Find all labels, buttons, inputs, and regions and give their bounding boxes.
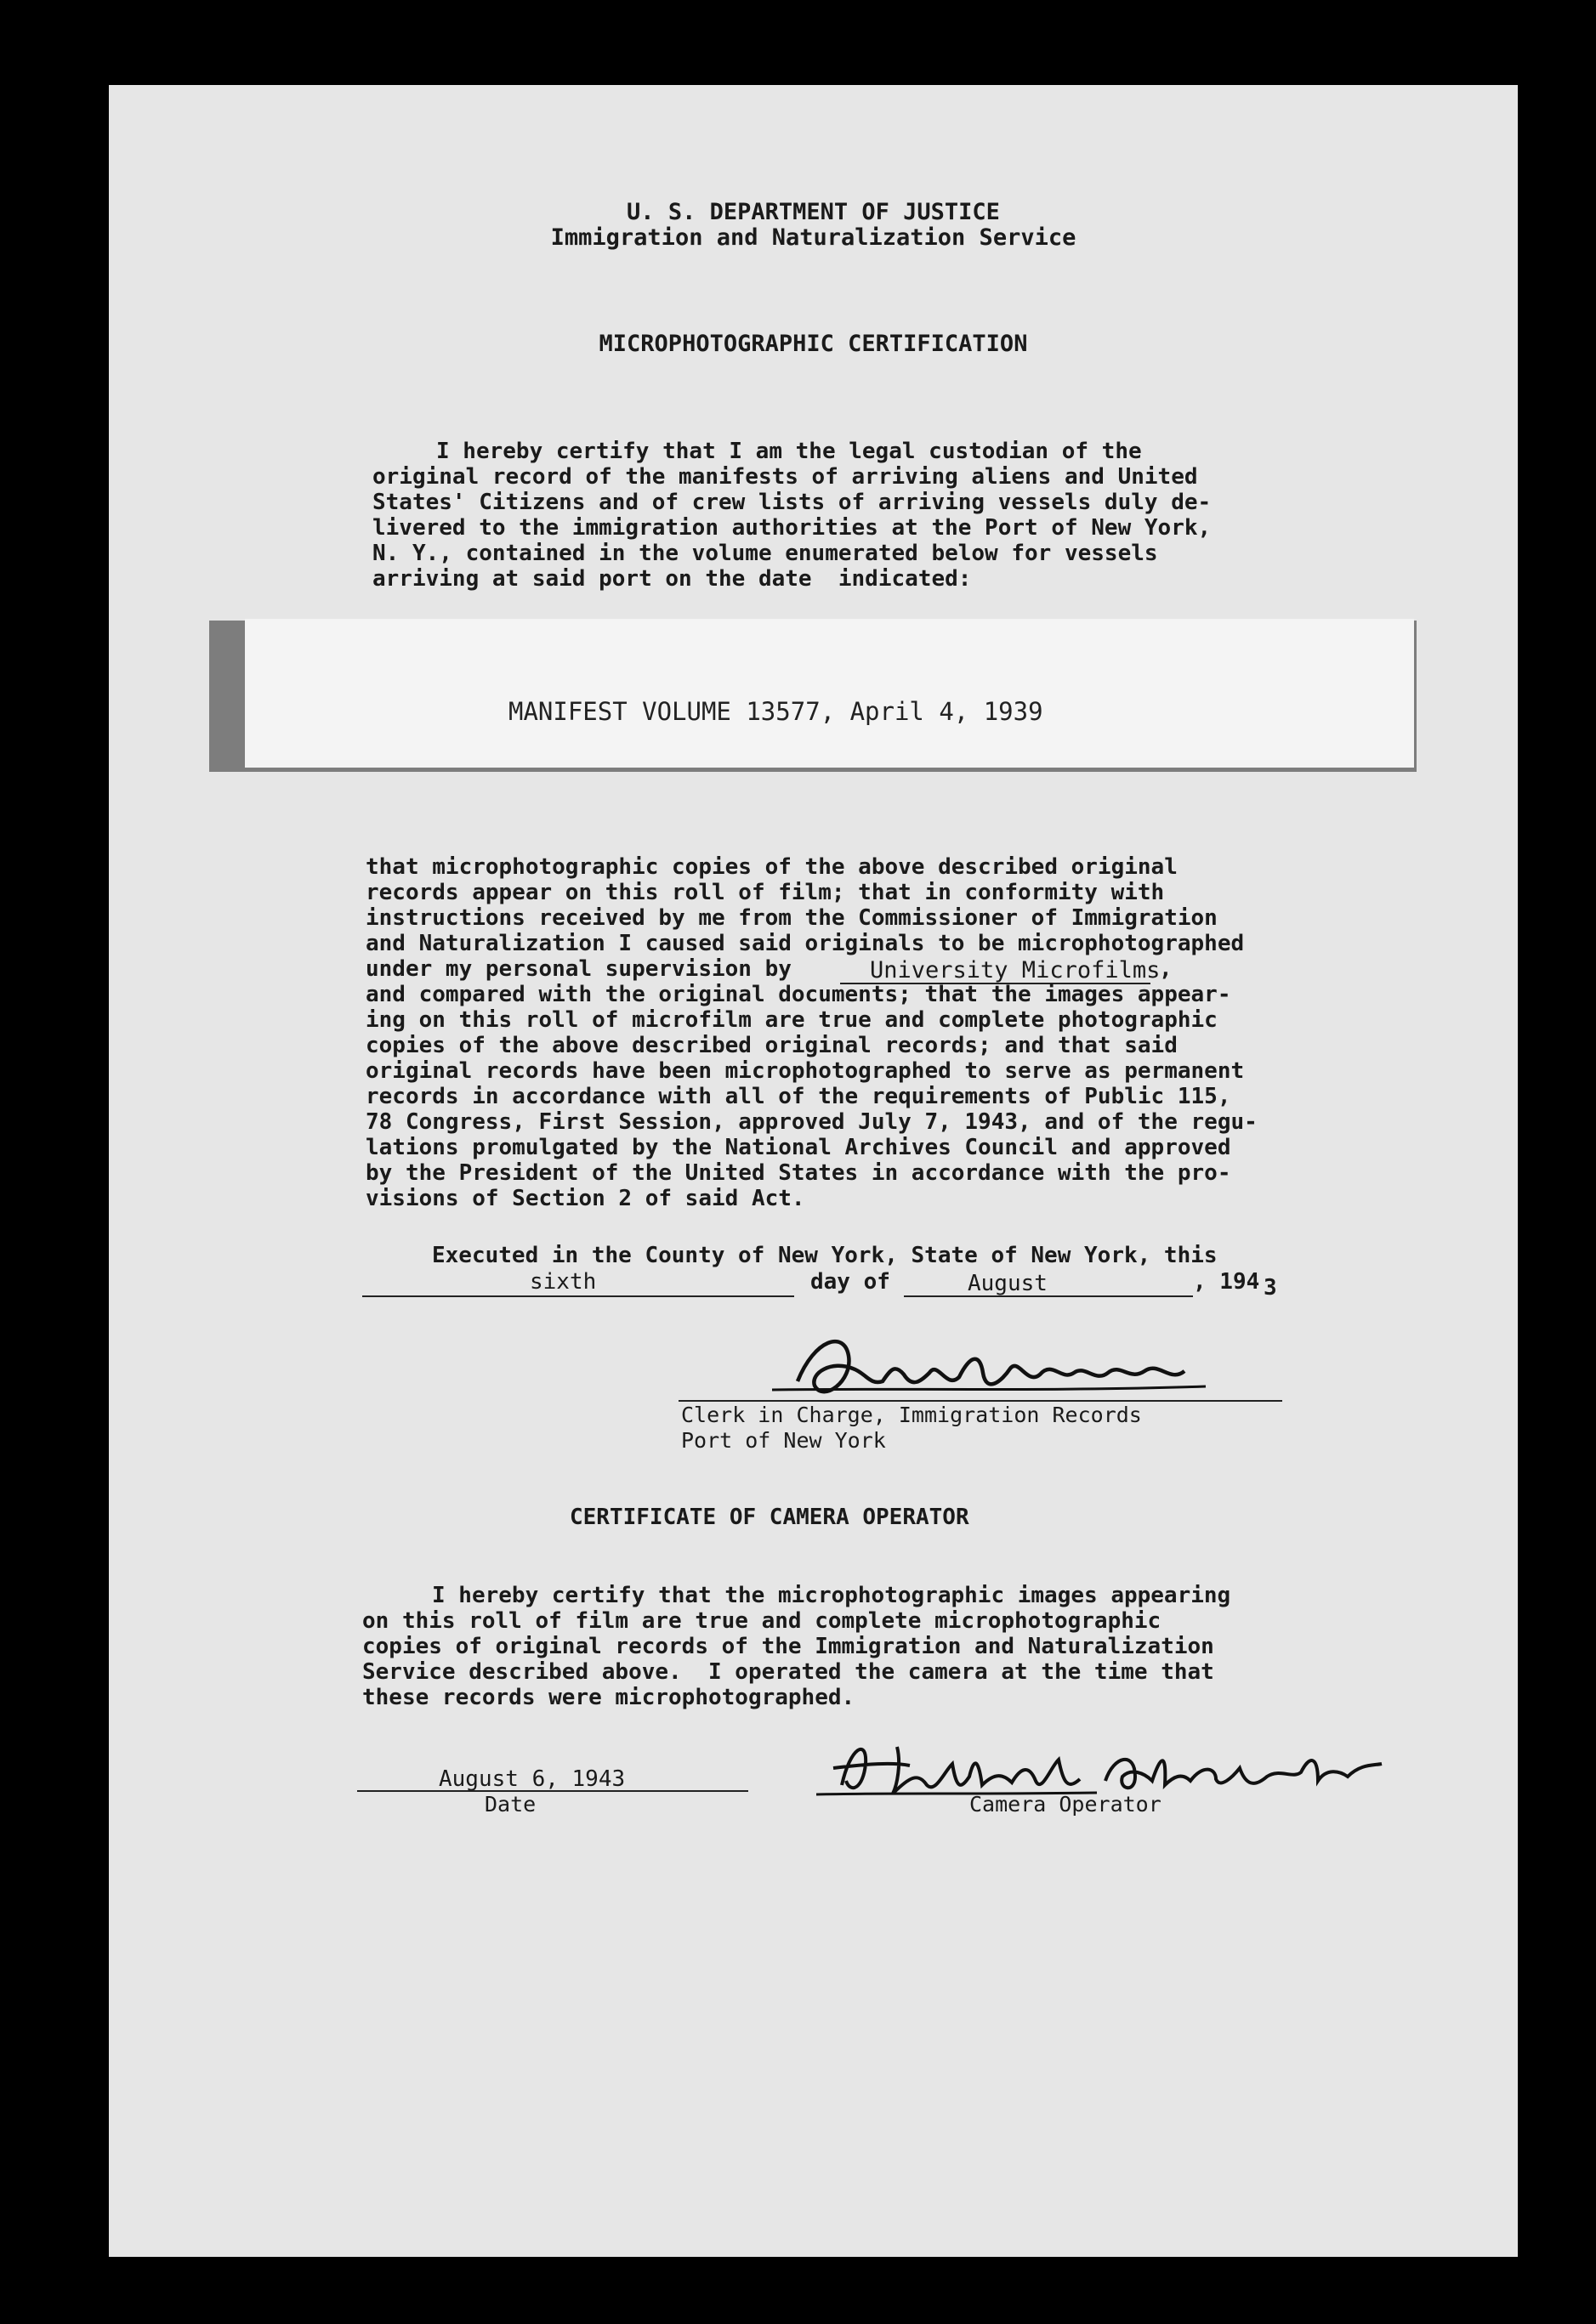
camera-line: copies of original records of the Immigration and Naturalization — [362, 1634, 1214, 1659]
clerk-signature-line — [679, 1400, 1282, 1402]
body-line: records in accordance with all of the requirements of Public 115, — [366, 1084, 1231, 1109]
body-line: by the President of the United States in accordance with the pro- — [366, 1160, 1231, 1186]
certificate-page — [109, 85, 1518, 2257]
intro-line: livered to the immigration authorities at the Port of New York, — [372, 515, 1212, 541]
body-line: and Naturalization I caused said originals to be microphotographed — [366, 931, 1245, 956]
body-line: visions of Section 2 of said Act. — [366, 1186, 805, 1211]
intro-line: States' Citizens and of crew lists of arriving vessels duly de- — [372, 490, 1212, 515]
camera-date-underline — [357, 1790, 748, 1792]
camera-certificate-title: CERTIFICATE OF CAMERA OPERATOR — [570, 1505, 969, 1530]
month-underline — [904, 1295, 1193, 1297]
camera-line: on this roll of film are true and complete microphotographic — [362, 1608, 1162, 1634]
supervisor-value: University Microfilms — [870, 957, 1161, 983]
intro-line: arriving at said port on the date indicated: — [372, 566, 972, 592]
camera-line: Service described above. I operated the camera at the time that — [362, 1659, 1214, 1685]
body-line: under my personal supervision by — [366, 956, 792, 982]
body-line: instructions received by me from the Commissioner of Immigration — [366, 905, 1218, 931]
certification-title: MICROPHOTOGRAPHIC CERTIFICATION — [599, 331, 1028, 357]
month-value: August — [968, 1271, 1048, 1296]
year-suffix: 3 — [1264, 1275, 1277, 1301]
body-line: lations promulgated by the National Archives Council and approved — [366, 1135, 1231, 1160]
camera-line: these records were microphotographed. — [362, 1685, 855, 1710]
body-line: 78 Congress, First Session, approved July 7, 1943, and of the regu- — [366, 1109, 1258, 1135]
camera-date-value: August 6, 1943 — [439, 1766, 626, 1792]
day-value: sixth — [530, 1269, 597, 1295]
comma: , — [1159, 956, 1173, 982]
intro-line: I hereby certify that I am the legal custodian of the — [436, 439, 1142, 464]
body-line: that microphotographic copies of the above described original — [366, 854, 1178, 880]
camera-date-label: Date — [485, 1792, 537, 1817]
clerk-title: Clerk in Charge, Immigration Records — [681, 1403, 1142, 1427]
executed-line: Executed in the County of New York, State of New York, this — [432, 1243, 1218, 1268]
body-line: copies of the above described original records; and that said — [366, 1033, 1178, 1058]
department-heading: U. S. DEPARTMENT OF JUSTICE — [627, 199, 1000, 225]
body-line: records appear on this roll of film; that in conformity with — [366, 880, 1165, 905]
intro-line: N. Y., contained in the volume enumerated below for vessels — [372, 541, 1158, 566]
camera-line: I hereby certify that the microphotographic images appearing — [432, 1583, 1231, 1608]
service-heading: Immigration and Naturalization Service — [550, 224, 1076, 251]
day-of-label: day of — [810, 1269, 890, 1295]
manifest-strip — [245, 619, 1414, 768]
manifest-volume-label: MANIFEST VOLUME 13577, April 4, 1939 — [508, 697, 1043, 726]
camera-operator-label: Camera Operator — [969, 1792, 1162, 1817]
clerk-port: Port of New York — [681, 1428, 886, 1453]
intro-line: original record of the manifests of arriving aliens and United — [372, 464, 1198, 490]
body-line: and compared with the original documents; that the images appear- — [366, 982, 1231, 1007]
year-prefix: , 194 — [1193, 1269, 1260, 1295]
day-underline — [362, 1295, 794, 1297]
body-line: original records have been microphotographed to serve as permanent — [366, 1058, 1245, 1084]
body-line: ing on this roll of microfilm are true and complete photographic — [366, 1007, 1218, 1033]
